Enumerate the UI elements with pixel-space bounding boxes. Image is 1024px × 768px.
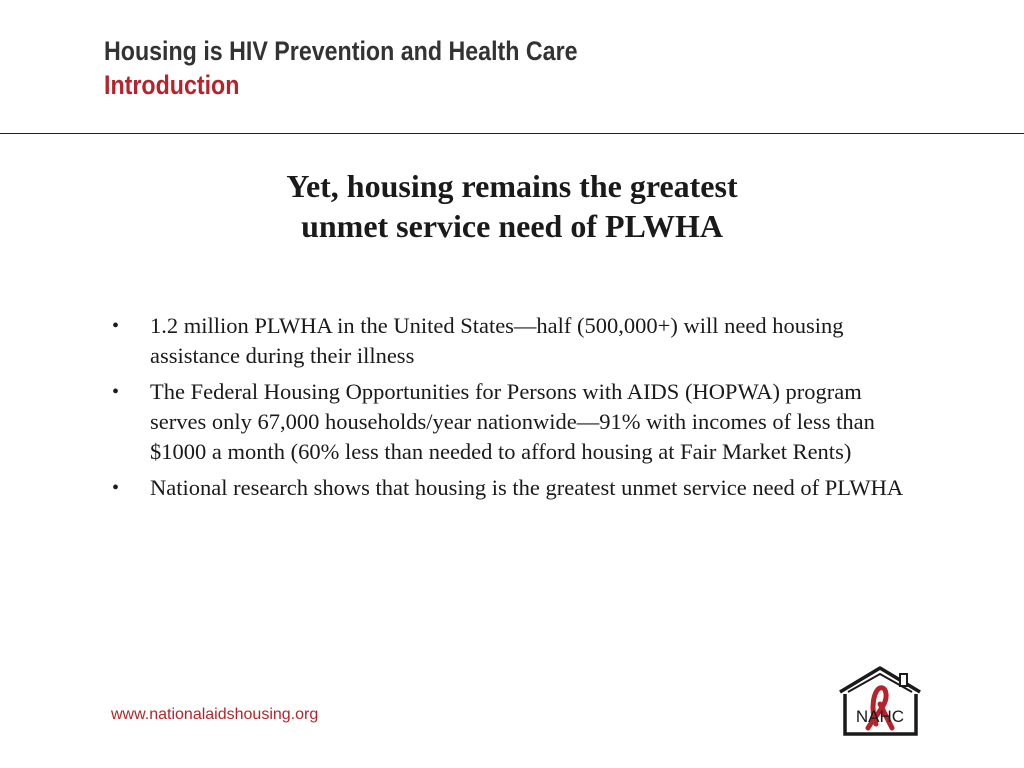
header-title: Housing is HIV Prevention and Health Care	[104, 36, 578, 66]
slide-title	[0, 166, 1024, 246]
footer-url-link[interactable]: www.nationalaidshousing.org	[111, 706, 319, 723]
slide-header	[104, 34, 655, 102]
bullet-text: The Federal Housing Opportunities for Persons with AIDS (HOPWA) program serves only 67,000 households/year nationwide—91% with incomes of less than $1000 a month (60% less than needed to afford housing at Fair Market Rents)	[150, 379, 875, 464]
nahc-logo	[836, 664, 924, 738]
bullet-icon: •	[112, 381, 120, 403]
bullet-text: National research shows that housing is the greatest unmet service need of PLWHA	[150, 475, 904, 500]
house-ribbon-logo-icon	[836, 664, 924, 738]
header-divider	[0, 133, 1024, 134]
slide-title-line-1: Yet, housing remains the greatest	[286, 168, 738, 204]
bullet-icon: •	[112, 315, 120, 337]
bullet-item	[112, 311, 912, 371]
slide-title-line-2: unmet service need of PLWHA	[301, 208, 723, 244]
bullet-icon: •	[112, 477, 120, 499]
bullet-item	[112, 377, 912, 467]
logo-text: NAHC	[855, 707, 905, 726]
bullet-item	[112, 473, 912, 503]
header-subtitle: Introduction	[104, 70, 240, 100]
bullet-text: 1.2 million PLWHA in the United States—half (500,000+) will need housing assistance during their illness	[150, 313, 844, 368]
bullet-list	[112, 311, 912, 509]
